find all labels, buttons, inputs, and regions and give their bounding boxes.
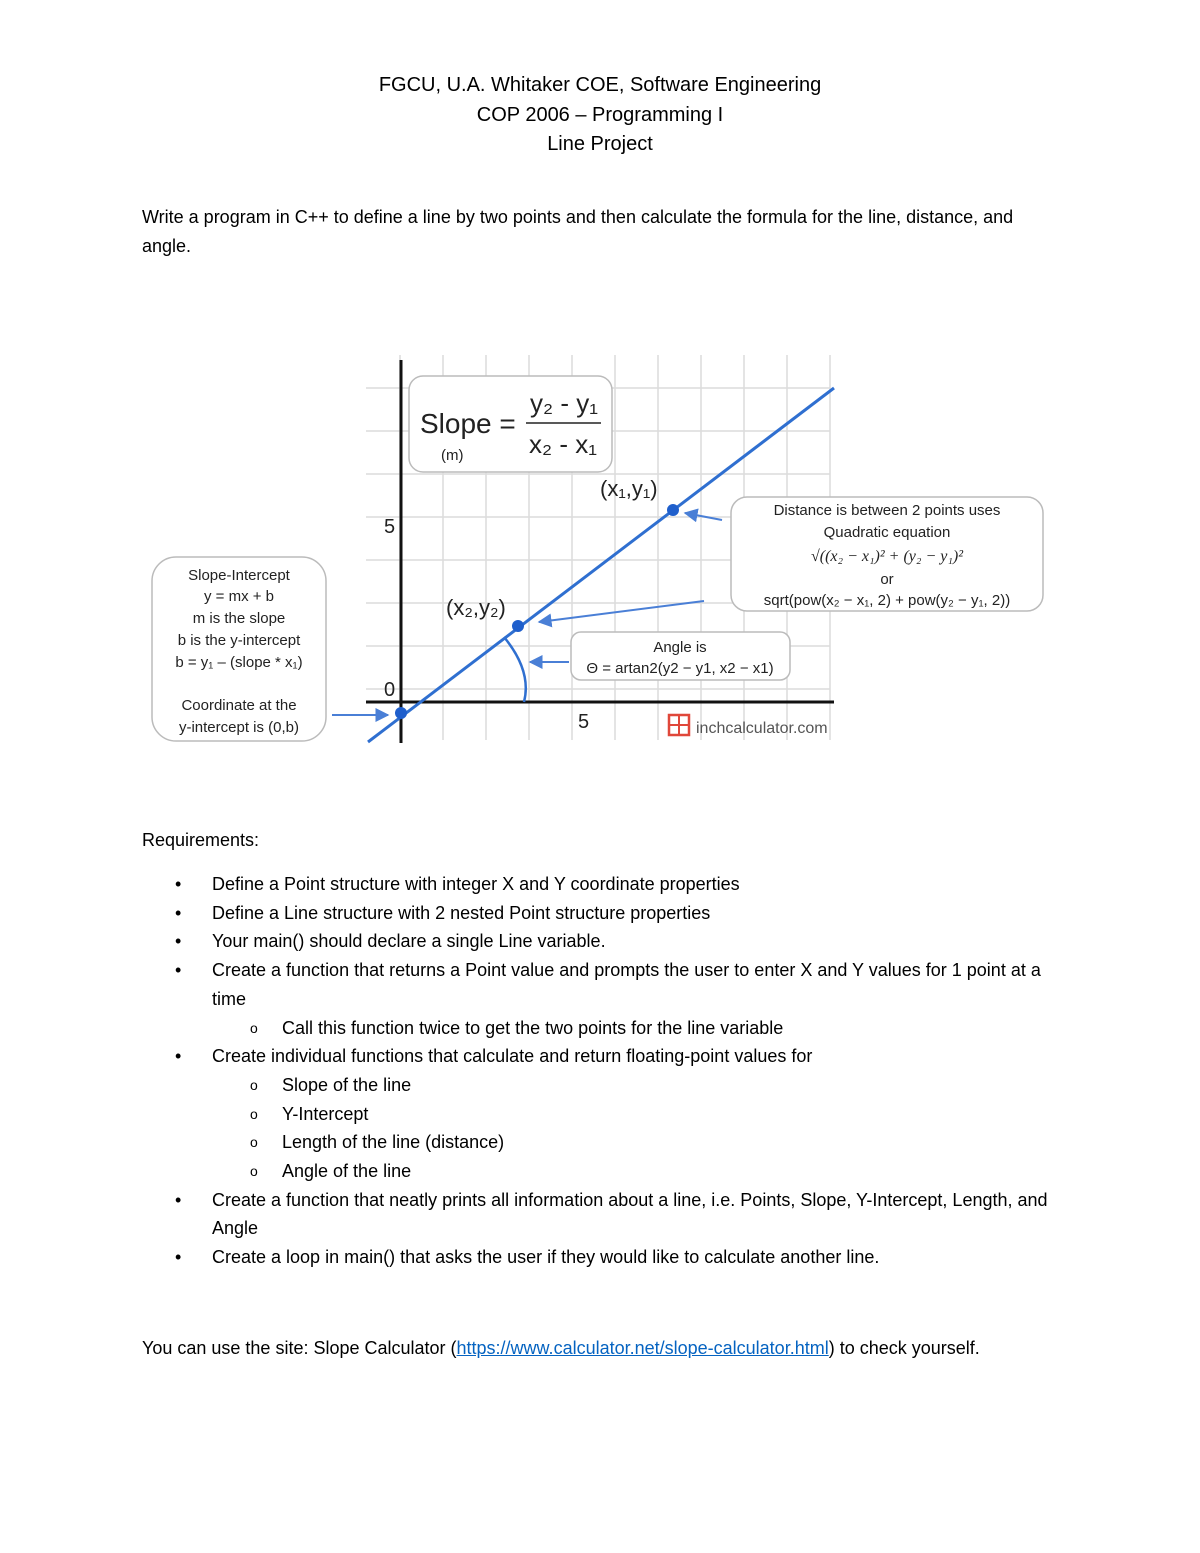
- point-1-label: (x₁,y₁): [600, 476, 658, 501]
- bullet-icon: •: [175, 1189, 182, 1210]
- intercept-line-4: b is the y-intercept: [177, 632, 301, 649]
- sub-bullet-icon: o: [250, 1163, 258, 1180]
- requirement-text: Create individual functions that calculate and return floating-point values for: [212, 1046, 813, 1067]
- requirement-item: [142, 870, 1062, 899]
- point-1: [667, 504, 679, 516]
- requirement-text: Define a Line structure with 2 nested Point structure properties: [212, 902, 711, 923]
- footer-text-before: You can use the site: Slope Calculator (: [142, 1338, 457, 1358]
- distance-line-1: Distance is between 2 points uses: [773, 502, 1001, 519]
- sub-list-container: [142, 1071, 1062, 1186]
- sub-requirement-text: Length of the line (distance): [282, 1132, 505, 1153]
- sub-bullet-icon: o: [250, 1134, 258, 1151]
- requirement-item: [142, 1186, 1062, 1243]
- sub-requirement-text: Call this function twice to get the two points for the line variable: [282, 1017, 784, 1038]
- requirement-text: Create a loop in main() that asks the user if they would like to calculate another line.: [212, 1247, 880, 1268]
- intercept-line-5: b = y₁ – (slope * x₁): [175, 654, 303, 671]
- calculator-logo-icon: [669, 715, 689, 735]
- sub-requirement-item: [142, 1100, 1062, 1129]
- header-line-3: Line Project: [547, 133, 653, 155]
- sub-requirement-item: [142, 1014, 1062, 1043]
- sub-requirement-text: Angle of the line: [282, 1161, 412, 1182]
- requirement-item: [142, 927, 1062, 956]
- slope-word: Slope =: [420, 408, 516, 439]
- header-line-2: COP 2006 – Programming I: [476, 103, 724, 126]
- slope-numerator: y₂ - y₁: [530, 388, 598, 418]
- intercept-line-1: Slope-Intercept: [188, 567, 290, 584]
- requirements-list: [142, 870, 1062, 1272]
- intercept-line-3: m is the slope: [192, 610, 286, 627]
- footer-paragraph: [142, 1334, 1042, 1363]
- distance-line-2: Quadratic equation: [823, 524, 951, 541]
- sub-requirements-list: [142, 1071, 1062, 1186]
- requirements-title: Requirements:: [142, 830, 260, 850]
- point-2: [512, 620, 524, 632]
- requirement-item: [142, 899, 1062, 928]
- requirement-text: Create a function that neatly prints all information about a line, i.e. Points, Slope, Y-Intercept, Length, and Angle: [212, 1189, 1048, 1239]
- slope-calculator-link[interactable]: https://www.calculator.net/slope-calculator.html: [456, 1338, 829, 1358]
- distance-code: sqrt(pow(x₂ − x₁, 2) + pow(y₂ − y₁, 2)): [763, 592, 1011, 609]
- tick-y5: 5: [384, 516, 396, 538]
- sub-bullet-icon: o: [250, 1076, 258, 1093]
- sub-list-container: [142, 1014, 1062, 1043]
- requirement-text: Define a Point structure with integer X and Y coordinate properties: [212, 874, 740, 894]
- requirement-item: [142, 1042, 1062, 1071]
- sub-requirement-item: [142, 1128, 1062, 1157]
- sub-requirements-list: [142, 1014, 1062, 1043]
- sub-requirement-item: [142, 1157, 1062, 1186]
- bullet-icon: •: [175, 874, 182, 894]
- sub-bullet-icon: o: [250, 1105, 258, 1122]
- sub-requirement-item: [142, 1071, 1062, 1100]
- sub-requirement-text: Slope of the line: [282, 1074, 412, 1095]
- distance-or: or: [880, 571, 894, 588]
- sub-requirement-text: Y-Intercept: [282, 1103, 369, 1124]
- intro-paragraph: Write a program in C++ to define a line by two points and then calculate the formula for the line, distance, and angle.: [142, 207, 1014, 256]
- bullet-icon: •: [175, 1046, 182, 1067]
- intercept-line-8: y-intercept is (0,b): [178, 719, 300, 736]
- bullet-icon: •: [175, 931, 182, 952]
- bullet-icon: •: [175, 902, 182, 923]
- requirement-text: Create a function that returns a Point value and prompts the user to enter X and Y values for 1 point at a time: [212, 960, 1041, 1009]
- bullet-icon: •: [175, 960, 182, 981]
- point-2-label: (x₂,y₂): [446, 595, 506, 620]
- bullet-icon: •: [175, 1247, 182, 1268]
- footer-text-after: ) to check yourself.: [828, 1338, 980, 1358]
- slope-m: (m): [441, 447, 464, 464]
- arrow-to-point-2: [539, 601, 704, 622]
- line-diagram: [148, 355, 1011, 745]
- line-diagram-svg: [148, 355, 1011, 745]
- intercept-line-2: y = mx + b: [203, 588, 275, 605]
- y-intercept-point: [395, 707, 407, 719]
- requirement-text: Your main() should declare a single Line variable.: [212, 931, 606, 952]
- intercept-line-7: Coordinate at the: [181, 697, 297, 714]
- angle-line-2: Θ = artan2(y2 − y1, x2 − x1): [586, 660, 774, 677]
- sub-bullet-icon: o: [250, 1019, 258, 1036]
- requirement-item: [142, 956, 1062, 1013]
- angle-line-1: Angle is: [653, 639, 707, 656]
- slope-denominator: x₂ - x₁: [529, 429, 597, 459]
- tick-y0: 0: [384, 679, 396, 701]
- document-header: [0, 71, 1200, 160]
- header-line-1: FGCU, U.A. Whitaker COE, Software Engineering: [378, 74, 822, 96]
- watermark-text: inchcalculator.com: [696, 720, 828, 737]
- distance-formula: √((x₂ − x₁)² + (y₂ − y₁)²: [810, 548, 964, 565]
- requirement-item: [142, 1243, 1062, 1272]
- tick-x5: 5: [578, 711, 590, 733]
